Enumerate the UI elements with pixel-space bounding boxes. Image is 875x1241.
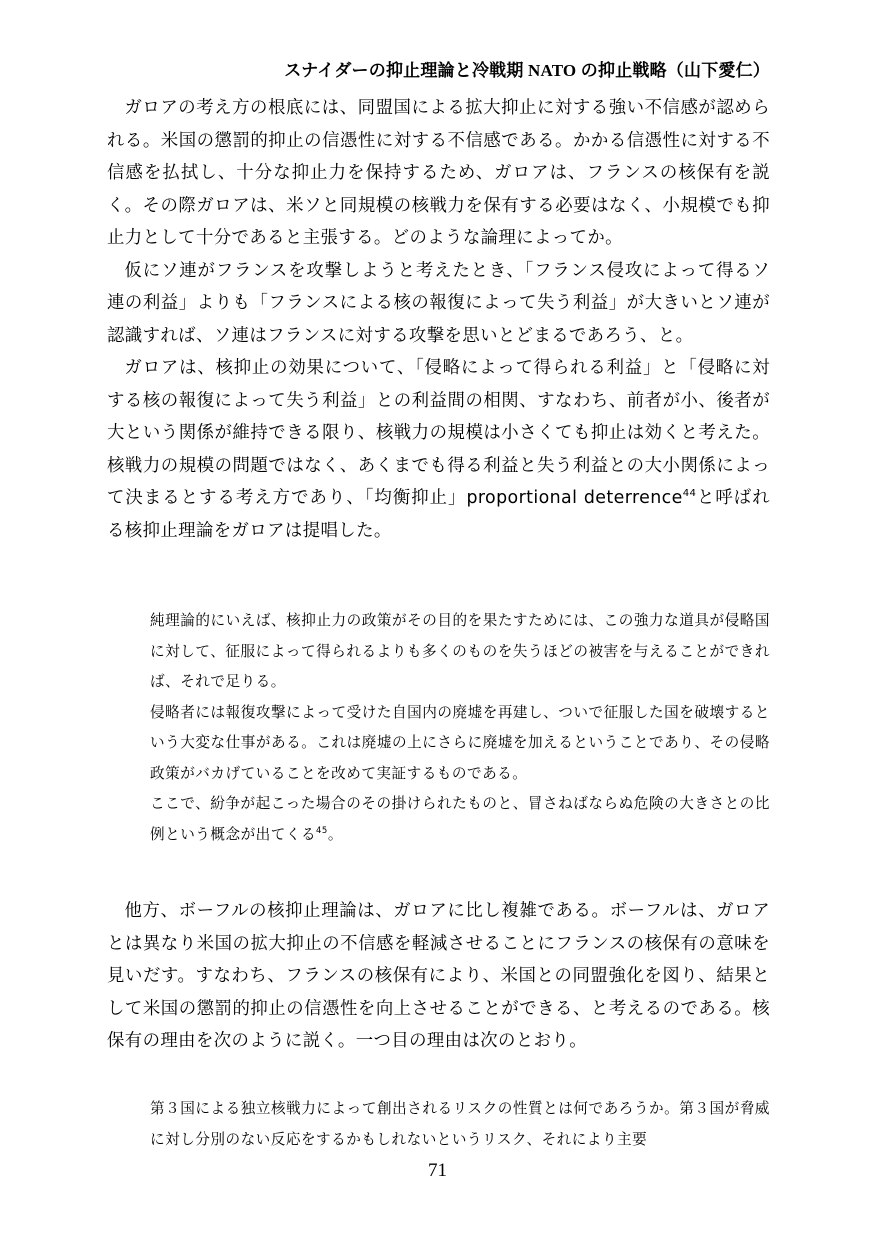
quote-line-1: 第３国による独立核戦力によって創出されるリスクの性質とは何であろうか。第３国が脅威に対し分別のない反応をするかもしれないというリスク、それにより主要: [150, 1100, 770, 1148]
body-section-2: [107, 895, 770, 1058]
running-header: スナイダーの抑止理論と冷戦期 NATO の抑止戦略（山下愛仁）: [284, 61, 770, 80]
footnote-ref-45: 45: [316, 824, 328, 835]
quote-line-1: 純理論的にいえば、核抑止力の政策がその目的を果たすためには、この強力な道具が侵略国に対して、征服によって得られるよりも多くのものを失うほどの被害を与えることができれば、それで足りる。: [150, 612, 770, 690]
paragraph-soviet-calculation: 仮にソ連がフランスを攻撃しようと考えたとき、「フランス侵攻によって得るソ連の利益」よりも「フランスによる核の報復によって失う利益」が大きいとソ連が認識すれば、ソ連はフランスに対する攻撃を思いとどまるであろう、と。: [107, 260, 770, 346]
page-number: 71: [428, 1160, 447, 1181]
paragraph-tail: と呼ばれる核抑止理論をガロアは提唱した。: [107, 488, 770, 541]
body-section-1: [107, 92, 770, 547]
block-quote-beaufre: [150, 1094, 770, 1155]
quote-line-2: 侵略者には報復攻撃によって受けた自国内の廃墟を再建し、ついで征服した国を破壊するという大変な仕事がある。これは廃墟の上にさらに廃墟を加えるということであり、その侵略政策がバカげていることを改めて実証するものである。: [150, 703, 770, 782]
paragraph-beaufre: 他方、ボーフルの核抑止理論は、ガロアに比し複雑である。ボーフルは、ガロアとは異なり米国の拡大抑止の不信感を軽減させることにフランスの核保有の意味を見いだす。すなわち、フランスの核保有により、米国との同盟強化を図り、結果として米国の懲罰的抑止の信憑性を向上させることができる、と考えるのである。核保有の理由を次のように説く。一つ目の理由は次のとおり。: [107, 901, 770, 1051]
paragraph-proportional-deterrence: [107, 352, 770, 547]
quote-tail: 。: [327, 825, 343, 843]
block-quote-galois: [150, 606, 770, 850]
quote-text: ここで、紛争が起こった場合のその掛けられたものと、冒さねばならぬ危険の大きさとの比例という概念が出てくる: [150, 795, 770, 843]
paragraph-galois-distrust: ガロアの考え方の根底には、同盟国による拡大抑止に対する強い不信感が認められる。米国の懲罰的抑止の信憑性に対する不信感である。かかる信憑性に対する不信感を払拭し、十分な抑止力を保持するため、ガロアは、フランスの核保有を説く。その際ガロアは、米ソと同規模の核戦力を保有する必要はなく、小規模でも抑止力として十分であると主張する。どのような論理によってか。: [107, 98, 770, 248]
quote-line-3: [150, 789, 770, 850]
footnote-ref-44: 44: [682, 488, 697, 500]
paragraph-text: ガロアは、核抑止の効果について、「侵略によって得られる利益」と「侵略に対する核の報復によって失う利益」との利益間の相関、すなわち、前者が小、後者が大という関係が維持できる限り、核戦力の規模は小さくても抑止は効くと考えた。核戦力の規模の問題ではなく、あくまでも得る利益と失う利益との大小関係によって決まるとする考え方であり、「均衡抑止」proportional deterrence: [107, 358, 770, 508]
